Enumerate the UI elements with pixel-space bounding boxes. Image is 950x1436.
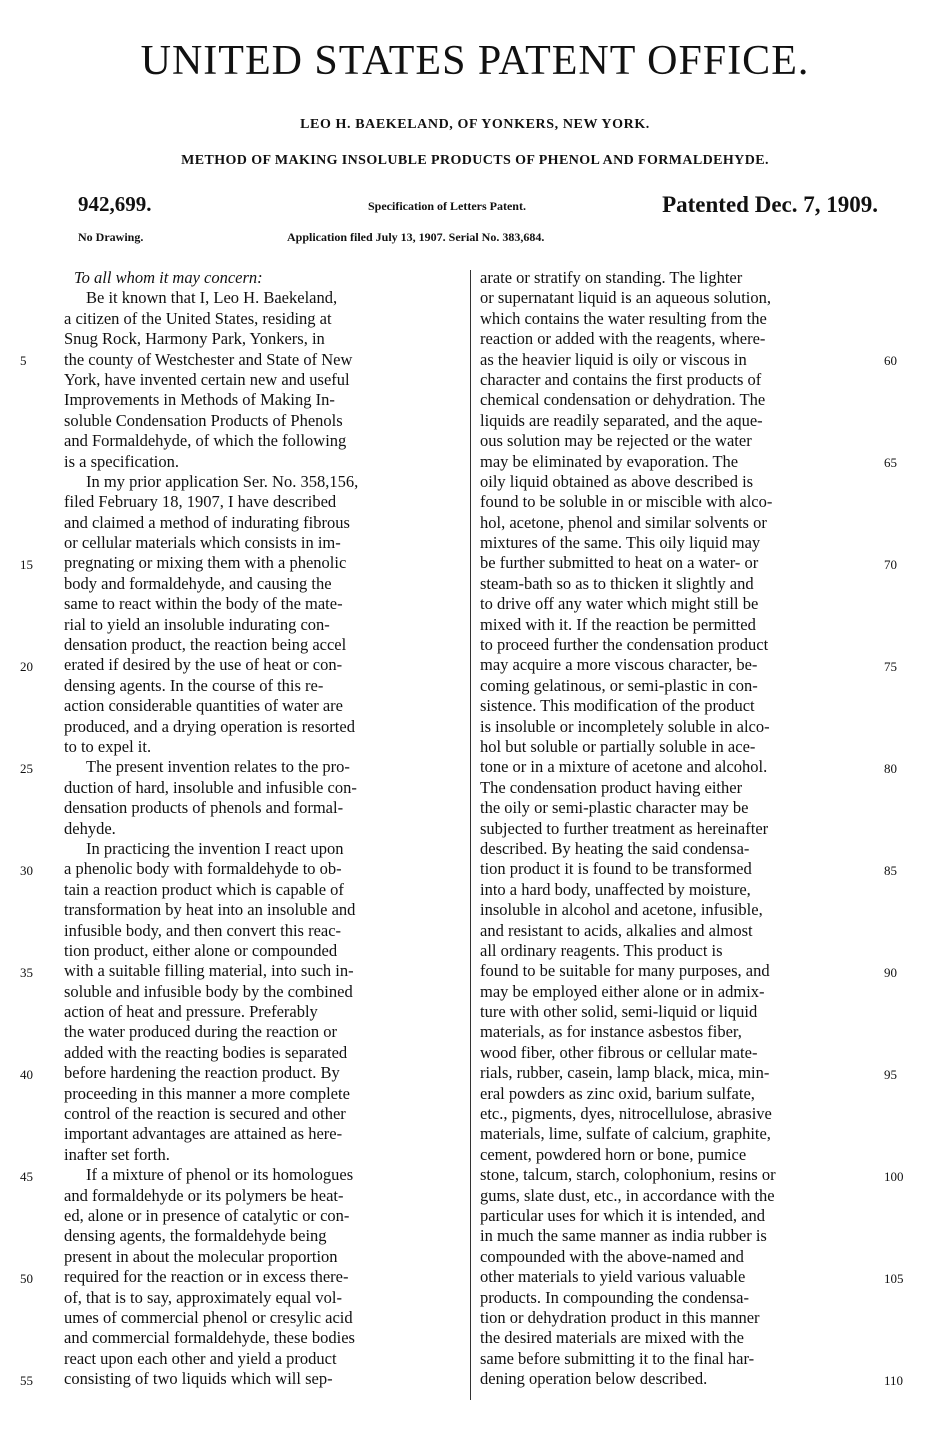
- text-line: tion product, either alone or compounded: [64, 940, 338, 960]
- right-text-column: [480, 268, 880, 1389]
- margin-line-number: 5: [20, 352, 27, 368]
- text-line: other materials to yield various valuable: [480, 1267, 746, 1287]
- text-line: tion or dehydration product in this manner: [480, 1307, 760, 1327]
- text-line: dehyde.: [64, 818, 116, 838]
- text-line: as the heavier liquid is oily or viscous in: [480, 349, 747, 369]
- margin-line-number: 65: [884, 454, 897, 470]
- text-line: or cellular materials which consists in im-: [64, 533, 341, 553]
- text-line: important advantages are attained as here-: [64, 1124, 343, 1144]
- margin-line-number: 100: [884, 1168, 904, 1184]
- text-line: infusible body, and then convert this reac-: [64, 920, 342, 940]
- text-line: oily liquid obtained as above described is: [480, 471, 754, 491]
- margin-line-number: 75: [884, 658, 897, 674]
- text-line: If a mixture of phenol or its homologues: [86, 1165, 354, 1185]
- text-line: a phenolic body with formaldehyde to ob-: [64, 859, 342, 879]
- text-line: reaction or added with the reagents, where-: [480, 329, 766, 349]
- text-line: York, have invented certain new and useful: [64, 369, 350, 389]
- application-filed: Application filed July 13, 1907. Serial No. 383,684.: [287, 230, 545, 244]
- text-line: subjected to further treatment as hereinafter: [480, 818, 769, 838]
- text-line: is a specification.: [64, 451, 180, 471]
- margin-line-number: 80: [884, 760, 897, 776]
- margin-line-number: 95: [884, 1066, 897, 1082]
- text-line: eral powders as zinc oxid, barium sulfate,: [480, 1083, 755, 1103]
- text-line: soluble and infusible body by the combined: [64, 981, 353, 1001]
- text-line: the water produced during the reaction or: [64, 1022, 338, 1042]
- column-divider: [470, 270, 471, 1400]
- text-line: proceeding in this manner a more complete: [64, 1083, 350, 1103]
- text-line: hol, acetone, phenol and similar solvents or: [480, 512, 767, 532]
- text-line: densation product, the reaction being accel: [64, 635, 347, 655]
- text-line: a citizen of the United States, residing at: [64, 308, 332, 328]
- text-line: In practicing the invention I react upon: [86, 838, 344, 858]
- text-line: inafter set forth.: [64, 1144, 170, 1164]
- text-line: mixtures of the same. This oily liquid may: [480, 533, 761, 553]
- margin-line-number: 60: [884, 352, 897, 368]
- text-line: with a suitable filling material, into such in-: [64, 961, 354, 981]
- text-line: or supernatant liquid is an aqueous solution,: [480, 288, 771, 308]
- text-line: consisting of two liquids which will sep-: [64, 1369, 333, 1389]
- text-line: rials, rubber, casein, lamp black, mica, min-: [480, 1063, 770, 1083]
- text-line: be further submitted to heat on a water- or: [480, 553, 759, 573]
- text-line: duction of hard, insoluble and infusible con-: [64, 777, 357, 797]
- text-line: and claimed a method of indurating fibrous: [64, 512, 350, 532]
- margin-line-number: 70: [884, 556, 897, 572]
- margin-line-number: 55: [20, 1372, 33, 1388]
- margin-line-number: 110: [884, 1372, 904, 1388]
- text-line: densing agents. In the course of this re-: [64, 675, 324, 695]
- text-line: coming gelatinous, or semi-plastic in con-: [480, 675, 758, 695]
- text-line: the oily or semi-plastic character may be: [480, 798, 749, 818]
- text-line: mixed with it. If the reaction be permitted: [480, 614, 756, 634]
- text-line: added with the reacting bodies is separated: [64, 1042, 348, 1062]
- margin-line-number: 45: [20, 1168, 33, 1184]
- no-drawing-label: No Drawing.: [78, 230, 144, 244]
- margin-line-number: 50: [20, 1270, 33, 1286]
- text-line: tain a reaction product which is capable of: [64, 879, 344, 899]
- text-line: arate or stratify on standing. The lighter: [480, 268, 743, 287]
- text-line: of, that is to say, approximately equal vol-: [64, 1287, 342, 1307]
- text-line: may be eliminated by evaporation. The: [480, 451, 739, 471]
- text-line: Snug Rock, Harmony Park, Yonkers, in: [64, 329, 325, 349]
- text-line: to to expel it.: [64, 736, 152, 756]
- margin-line-number: 20: [20, 658, 33, 674]
- text-line: ous solution may be rejected or the water: [480, 431, 752, 451]
- margin-line-number: 90: [884, 964, 897, 980]
- text-line: umes of commercial phenol or cresylic acid: [64, 1307, 353, 1327]
- text-line: body and formaldehyde, and causing the: [64, 573, 332, 593]
- margin-line-number: 85: [884, 862, 897, 878]
- text-line: stone, talcum, starch, colophonium, resins or: [480, 1165, 776, 1185]
- text-line: To all whom it may concern:: [74, 268, 263, 287]
- text-line: ture with other solid, semi-liquid or liquid: [480, 1002, 758, 1022]
- text-line: same to react within the body of the mate-: [64, 594, 343, 614]
- text-line: into a hard body, unaffected by moisture,: [480, 879, 751, 899]
- patent-number: 942,699.: [78, 192, 152, 216]
- text-line: pregnating or mixing them with a phenolic: [64, 553, 347, 573]
- text-line: control of the reaction is secured and other: [64, 1104, 346, 1124]
- margin-line-number: 15: [20, 556, 33, 572]
- text-line: dening operation below described.: [480, 1369, 708, 1389]
- margin-line-number: 35: [20, 964, 33, 980]
- text-line: character and contains the first products of: [480, 369, 762, 389]
- text-line: compounded with the above-named and: [480, 1246, 744, 1266]
- margin-line-number: 30: [20, 862, 33, 878]
- text-line: may acquire a more viscous character, be-: [480, 655, 758, 675]
- text-line: In my prior application Ser. No. 358,156,: [86, 471, 359, 491]
- text-line: cement, powdered horn or bone, pumice: [480, 1144, 747, 1164]
- left-text-column: [64, 268, 462, 1389]
- text-line: tion product it is found to be transformed: [480, 859, 752, 879]
- text-line: products. In compounding the condensa-: [480, 1287, 749, 1307]
- text-line: action considerable quantities of water are: [64, 696, 344, 716]
- text-line: ed, alone or in presence of catalytic or con-: [64, 1205, 350, 1225]
- text-line: materials, as for instance asbestos fiber,: [480, 1022, 742, 1042]
- inventor-line: LEO H. BAEKELAND, OF YONKERS, NEW YORK.: [300, 117, 650, 132]
- text-line: gums, slate dust, etc., in accordance with the: [480, 1185, 775, 1205]
- text-line: may be employed either alone or in admix-: [480, 981, 765, 1001]
- text-line: The present invention relates to the pro-: [86, 757, 350, 777]
- specification-label: Specification of Letters Patent.: [368, 199, 526, 213]
- text-line: in much the same manner as india rubber is: [480, 1226, 767, 1246]
- text-line: and commercial formaldehyde, these bodies: [64, 1328, 355, 1348]
- text-line: and resistant to acids, alkalies and almost: [480, 920, 753, 940]
- text-line: etc., pigments, dyes, nitrocellulose, abrasive: [480, 1104, 772, 1124]
- text-line: before hardening the reaction product. By: [64, 1063, 340, 1083]
- text-line: chemical condensation or dehydration. The: [480, 390, 766, 410]
- text-line: action of heat and pressure. Preferably: [64, 1002, 318, 1022]
- text-line: and Formaldehyde, of which the following: [64, 431, 347, 451]
- text-line: particular uses for which it is intended, and: [480, 1205, 766, 1225]
- text-line: described. By heating the said condensa-: [480, 838, 750, 858]
- text-line: wood fiber, other fibrous or cellular mate-: [480, 1042, 758, 1062]
- patented-date: Patented Dec. 7, 1909.: [662, 192, 878, 217]
- text-line: rial to yield an insoluble indurating con-: [64, 614, 330, 634]
- text-line: Improvements in Methods of Making In-: [64, 390, 335, 410]
- text-line: Be it known that I, Leo H. Baekeland,: [86, 288, 338, 308]
- text-line: insoluble in alcohol and acetone, infusible,: [480, 900, 763, 920]
- text-line: erated if desired by the use of heat or con-: [64, 655, 343, 675]
- text-line: is insoluble or incompletely soluble in alco-: [480, 716, 770, 736]
- text-line: and formaldehyde or its polymers be heat-: [64, 1185, 344, 1205]
- text-line: tone or in a mixture of acetone and alcohol.: [480, 757, 768, 777]
- text-line: to drive off any water which might still be: [480, 594, 759, 614]
- text-line: react upon each other and yield a product: [64, 1348, 337, 1368]
- text-line: sistence. This modification of the product: [480, 696, 755, 716]
- text-line: produced, and a drying operation is resorted: [64, 716, 355, 736]
- text-line: the desired materials are mixed with the: [480, 1328, 744, 1348]
- text-line: soluble Condensation Products of Phenols: [64, 410, 343, 430]
- text-line: densation products of phenols and formal-: [64, 798, 344, 818]
- text-line: all ordinary reagents. This product is: [480, 940, 723, 960]
- margin-line-number: 40: [20, 1066, 33, 1082]
- invention-title: METHOD OF MAKING INSOLUBLE PRODUCTS OF PHENOL AND FORMALDEHYDE.: [181, 153, 769, 168]
- text-line: hol but soluble or partially soluble in ace-: [480, 736, 756, 756]
- text-line: transformation by heat into an insoluble and: [64, 900, 356, 920]
- margin-line-number: 105: [884, 1270, 904, 1286]
- text-line: present in about the molecular proportion: [64, 1246, 338, 1266]
- text-line: materials, lime, sulfate of calcium, graphite,: [480, 1124, 771, 1144]
- text-line: densing agents, the formaldehyde being: [64, 1226, 327, 1246]
- text-line: found to be suitable for many purposes, and: [480, 961, 770, 981]
- text-line: liquids are readily separated, and the aque-: [480, 410, 763, 430]
- text-line: same before submitting it to the final har-: [480, 1348, 755, 1368]
- text-line: found to be soluble in or miscible with alco-: [480, 492, 773, 512]
- text-line: which contains the water resulting from the: [480, 308, 767, 328]
- text-line: to proceed further the condensation product: [480, 635, 769, 655]
- office-title: UNITED STATES PATENT OFFICE.: [140, 38, 810, 84]
- text-line: required for the reaction or in excess there-: [64, 1267, 349, 1287]
- text-line: steam-bath so as to thicken it slightly and: [480, 573, 754, 593]
- text-line: The condensation product having either: [480, 777, 743, 797]
- text-line: the county of Westchester and State of New: [64, 349, 353, 369]
- margin-line-number: 25: [20, 760, 33, 776]
- text-line: filed February 18, 1907, I have described: [64, 492, 337, 512]
